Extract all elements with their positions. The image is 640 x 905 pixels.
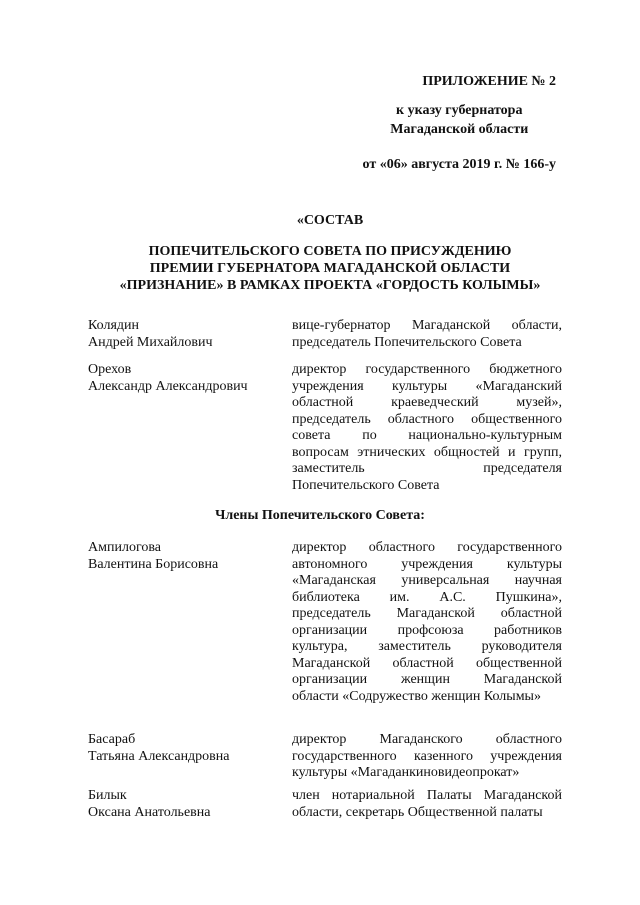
role-line: вопросам этнических общностей и групп, (292, 444, 562, 460)
title-line-3: «ПРИЗНАНИЕ» В РАМКАХ ПРОЕКТА «ГОРДОСТЬ КОЛЫМЫ» (119, 278, 541, 293)
role-line: «Магаданская универсальная научная (292, 573, 562, 588)
member-surname: Орехов (88, 362, 132, 377)
role-line: член нотариальной Палаты Магаданской (292, 788, 562, 803)
role-line: директор Магаданского областного (292, 732, 562, 747)
to-decree-line-2: Магаданской области (390, 122, 529, 137)
member-name (88, 788, 283, 821)
member-name (88, 362, 283, 395)
role-line: автономного учреждения культуры (292, 556, 562, 572)
member-role (292, 788, 562, 821)
role-line: библиотека им. А.С. Пушкина», (292, 589, 562, 605)
title-main: «СОСТАВ (296, 213, 364, 228)
member-role (292, 362, 562, 494)
role-line: учреждения культуры «Магаданский (292, 378, 562, 394)
member-surname: Колядин (88, 318, 139, 333)
document-title (60, 212, 600, 294)
role-line: Магаданской областной общественной (292, 655, 562, 671)
role-line: государственного казенного учреждения (292, 748, 562, 764)
role-line: председатель Магаданской областной (292, 606, 562, 621)
member-role (292, 318, 562, 351)
member-given-name: Оксана Анатольевна (88, 804, 211, 820)
title-line-2: ПРЕМИИ ГУБЕРНАТОРА МАГАДАНСКОЙ ОБЛАСТИ (149, 261, 511, 276)
member-given-name: Александр Александрович (88, 378, 248, 394)
member-surname: Ампилогова (88, 540, 161, 555)
annex-number: ПРИЛОЖЕНИЕ № 2 (422, 74, 556, 89)
role-line: заместитель председателя (292, 461, 562, 476)
role-line: вице-губернатор Магаданской области, (292, 318, 562, 333)
members-heading: Члены Попечительского Совета: (215, 508, 425, 523)
role-line: области, секретарь Общественной палаты (292, 804, 543, 820)
role-line: областной краеведческий музей», (292, 395, 562, 410)
role-line: директор областного государственного (292, 540, 562, 555)
decree-date: от «06» августа 2019 г. № 166-у (362, 157, 556, 172)
role-line: культура, заместитель руководителя (292, 639, 562, 654)
member-name (88, 732, 283, 765)
to-decree-line-1: к указу губернатора (396, 103, 523, 118)
role-line: директор государственного бюджетного (292, 362, 562, 377)
role-line: области «Содружество женщин Колымы» (292, 688, 541, 704)
member-given-name: Валентина Борисовна (88, 556, 219, 572)
document-header (363, 72, 556, 174)
member-name (88, 318, 283, 351)
role-line: председатель Попечительского Совета (292, 334, 522, 350)
role-line: Попечительского Совета (292, 477, 440, 493)
member-role (292, 540, 562, 705)
role-line: организации женщин Магаданской (292, 672, 562, 687)
title-line-1: ПОПЕЧИТЕЛЬСКОГО СОВЕТА ПО ПРИСУЖДЕНИЮ (148, 244, 512, 259)
member-role (292, 732, 562, 782)
member-surname: Билык (88, 788, 127, 803)
member-given-name: Андрей Михайлович (88, 334, 213, 350)
role-line: организации профсоюза работников (292, 622, 562, 638)
member-surname: Басараб (88, 732, 136, 747)
role-line: культуры «Магаданкиновидеопрокат» (292, 765, 520, 780)
role-line: председатель областного общественного (292, 411, 562, 427)
member-name (88, 540, 283, 573)
member-given-name: Татьяна Александровна (88, 748, 230, 764)
role-line: совета по национально-культурным (292, 428, 562, 443)
